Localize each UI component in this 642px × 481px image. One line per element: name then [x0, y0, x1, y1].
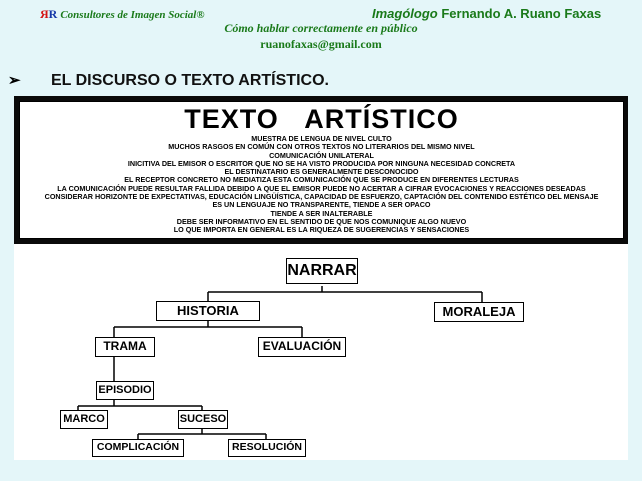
characteristic-line: TIENDE A SER INALTERABLE	[270, 208, 373, 218]
logo-mark-r1: Я	[40, 7, 49, 21]
node-complicacion: COMPLICACIÓN	[92, 439, 184, 457]
characteristic-line: COMUNICACIÓN UNILATERAL	[269, 150, 374, 160]
header-subtitle: Cómo hablar correctamente en público	[224, 21, 418, 35]
characteristic-line: MUCHOS RASGOS EN COMÚN CON OTROS TEXTOS NO LITERARIOS DEL MISMO NIVEL	[168, 142, 475, 152]
characteristic-line: EL RECEPTOR CONCRETO NO MEDIATIZA ESTA COMUNICACIÓN QUE SE PRODUCE EN DIFERENTES LECTURAS	[124, 175, 519, 185]
characteristic-line: ES UN LENGUAJE NO TRANSPARENTE, TIENDE A SER OPACO	[212, 200, 431, 210]
slide-header	[0, 0, 642, 60]
node-moraleja: MORALEJA	[434, 302, 524, 322]
banner-content	[19, 101, 624, 239]
slide-heading: EL DISCURSO O TEXTO ARTÍSTICO.	[51, 72, 329, 89]
node-narrar: NARRAR	[286, 258, 358, 284]
characteristic-line: DEBE SER INFORMATIVO EN EL SENTIDO DE QUE NOS COMUNIQUE ALGO NUEVO	[176, 216, 467, 226]
texto-artistico-banner	[14, 96, 628, 244]
node-trama: TRAMA	[95, 337, 155, 357]
node-historia: HISTORIA	[156, 301, 260, 321]
node-resolucion: RESOLUCIÓN	[228, 439, 306, 457]
node-marco: MARCO	[60, 410, 108, 429]
characteristic-line: MUESTRA DE LENGUA DE NIVEL CULTO	[251, 134, 392, 143]
logo-mark-r2: R	[48, 7, 58, 21]
author-name: Fernando A. Ruano Faxas	[441, 6, 602, 21]
narrative-tree-diagram	[14, 244, 628, 460]
characteristics-list	[20, 135, 623, 235]
characteristic-line: EL DESTINATARIO ES GENERALMENTE DESCONOCIDO	[224, 167, 419, 177]
author-credit	[372, 6, 601, 21]
scanned-figure	[14, 96, 628, 460]
figure-title: TEXTO ARTÍSTICO	[184, 104, 459, 134]
arrow-bullet-icon: ➢	[8, 72, 21, 89]
brand-logo	[40, 7, 205, 22]
author-prefix: Imagólogo	[372, 6, 442, 21]
characteristic-line: CONSIDERAR HORIZONTE DE EXPECTATIVAS, EDUCACIÓN LINGÜÍSTICA, CAPACIDAD DE ESFUERZO, CAPTACIÓN DEL CONTENIDO ESTÉTICO DEL MENSAJE	[44, 192, 599, 202]
node-episodio: EPISODIO	[96, 381, 154, 400]
characteristic-line: LA COMUNICACIÓN PUEDE RESULTAR FALLIDA DEBIDO A QUE EL EMISOR PUEDE NO ACERTAR A CIFRAR EVOCACIONES Y REACCIONES DESEADAS	[57, 183, 586, 193]
node-suceso: SUCESO	[178, 410, 228, 429]
logo-text: Consultores de Imagen Social®	[60, 9, 205, 21]
node-evaluacion: EVALUACIÓN	[258, 337, 346, 357]
characteristic-line: LO QUE IMPORTA EN GENERAL ES LA RIQUEZA DE SUGERENCIAS Y SENSACIONES	[173, 225, 470, 235]
characteristic-line: INICITIVA DEL EMISOR O ESCRITOR QUE NO SE HA VISTO PRODUCIDA POR NINGUNA NECESIDAD CONCRETA	[127, 158, 516, 168]
header-email: ruanofaxas@gmail.com	[260, 37, 382, 51]
